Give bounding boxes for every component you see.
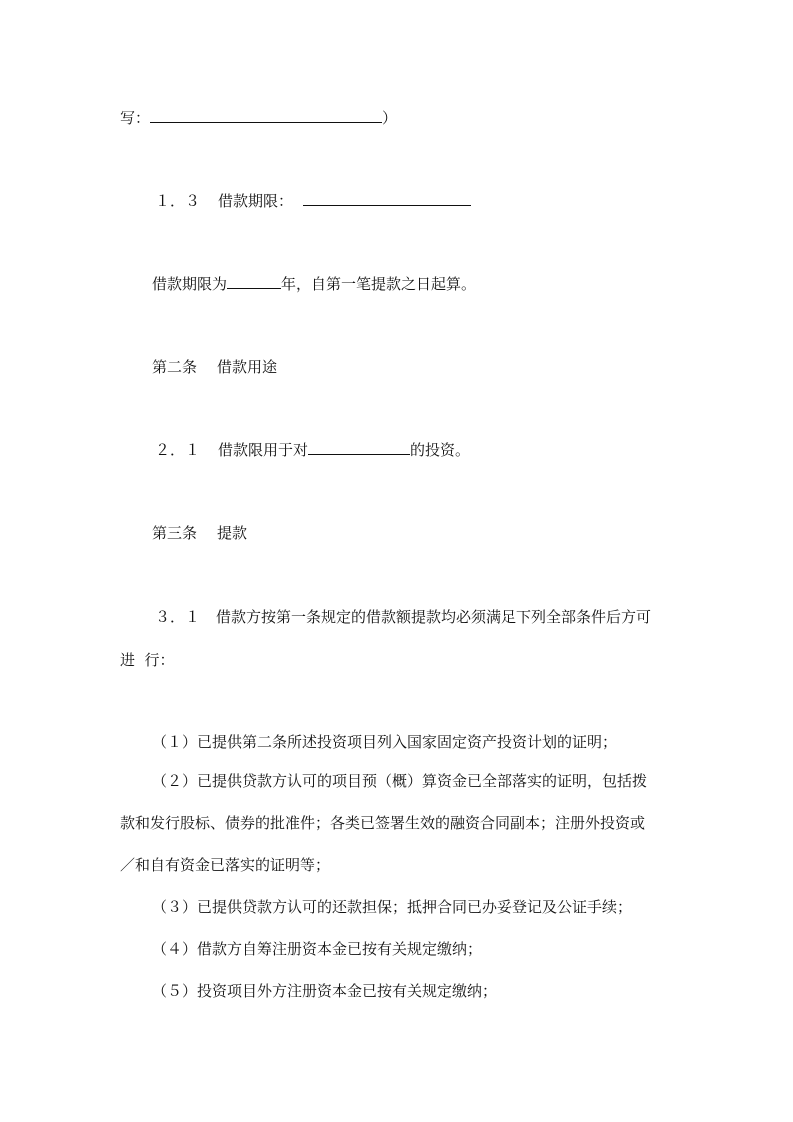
article-3-heading [152,523,247,543]
condition-2-line-3: ／和自有资金已落实的证明等； [120,856,331,874]
condition-2-line-1: （２）已提供贷款方认可的项目预（概）算资金已全部落实的证明，包括拨 [152,772,648,790]
article-2-title: 借款用途 [217,358,278,376]
term-before: 借款期限为 [152,275,228,293]
write-prefix: 写： [120,109,151,127]
investment-target-blank[interactable] [308,440,410,455]
clause-1-3-label: 借款期限： [218,192,294,210]
term-years-blank[interactable] [227,274,281,289]
term-sentence [152,274,476,294]
article-2-heading [152,357,277,377]
clause-3-1-text: 借款方按第一条规定的借款额提款均必须满足下列全部条件后方可 [216,608,652,626]
article-3-title: 提款 [217,524,248,542]
clause-2-1-after: 的投资。 [410,441,471,459]
condition-4: （４）借款方自筹注册资本金已按有关规定缴纳； [152,940,483,958]
clause-3-1-number: ３．１ [155,608,201,626]
clause-1-3 [155,191,471,211]
condition-3: （３）已提供贷款方认可的还款担保；抵押合同已办妥登记及公证手续； [152,898,633,916]
condition-2-line-2: 款和发行股标、债券的批准件；各类已签署生效的融资合同副本；注册外投资或 [120,814,646,832]
term-after: 年，自第一笔提款之日起算。 [281,275,477,293]
write-line [120,108,397,128]
loan-term-blank[interactable] [303,191,471,206]
clause-2-1 [155,440,470,460]
write-blank[interactable] [150,108,382,123]
clause-3-1-continuation: 进 行： [120,651,175,669]
clause-3-1 [155,607,651,627]
clause-2-1-before: 借款限用于对 [218,441,309,459]
clause-2-1-number: ２．１ [155,441,201,459]
condition-1: （１）已提供第二条所述投资项目列入国家固定资产投资计划的证明； [152,733,618,751]
article-3-number: 第三条 [152,524,198,542]
write-suffix: ） [382,109,398,127]
article-2-number: 第二条 [152,358,198,376]
condition-5: （５）投资项目外方注册资本金已按有关规定缴纳； [152,982,498,1000]
clause-1-3-number: １．３ [155,192,201,210]
